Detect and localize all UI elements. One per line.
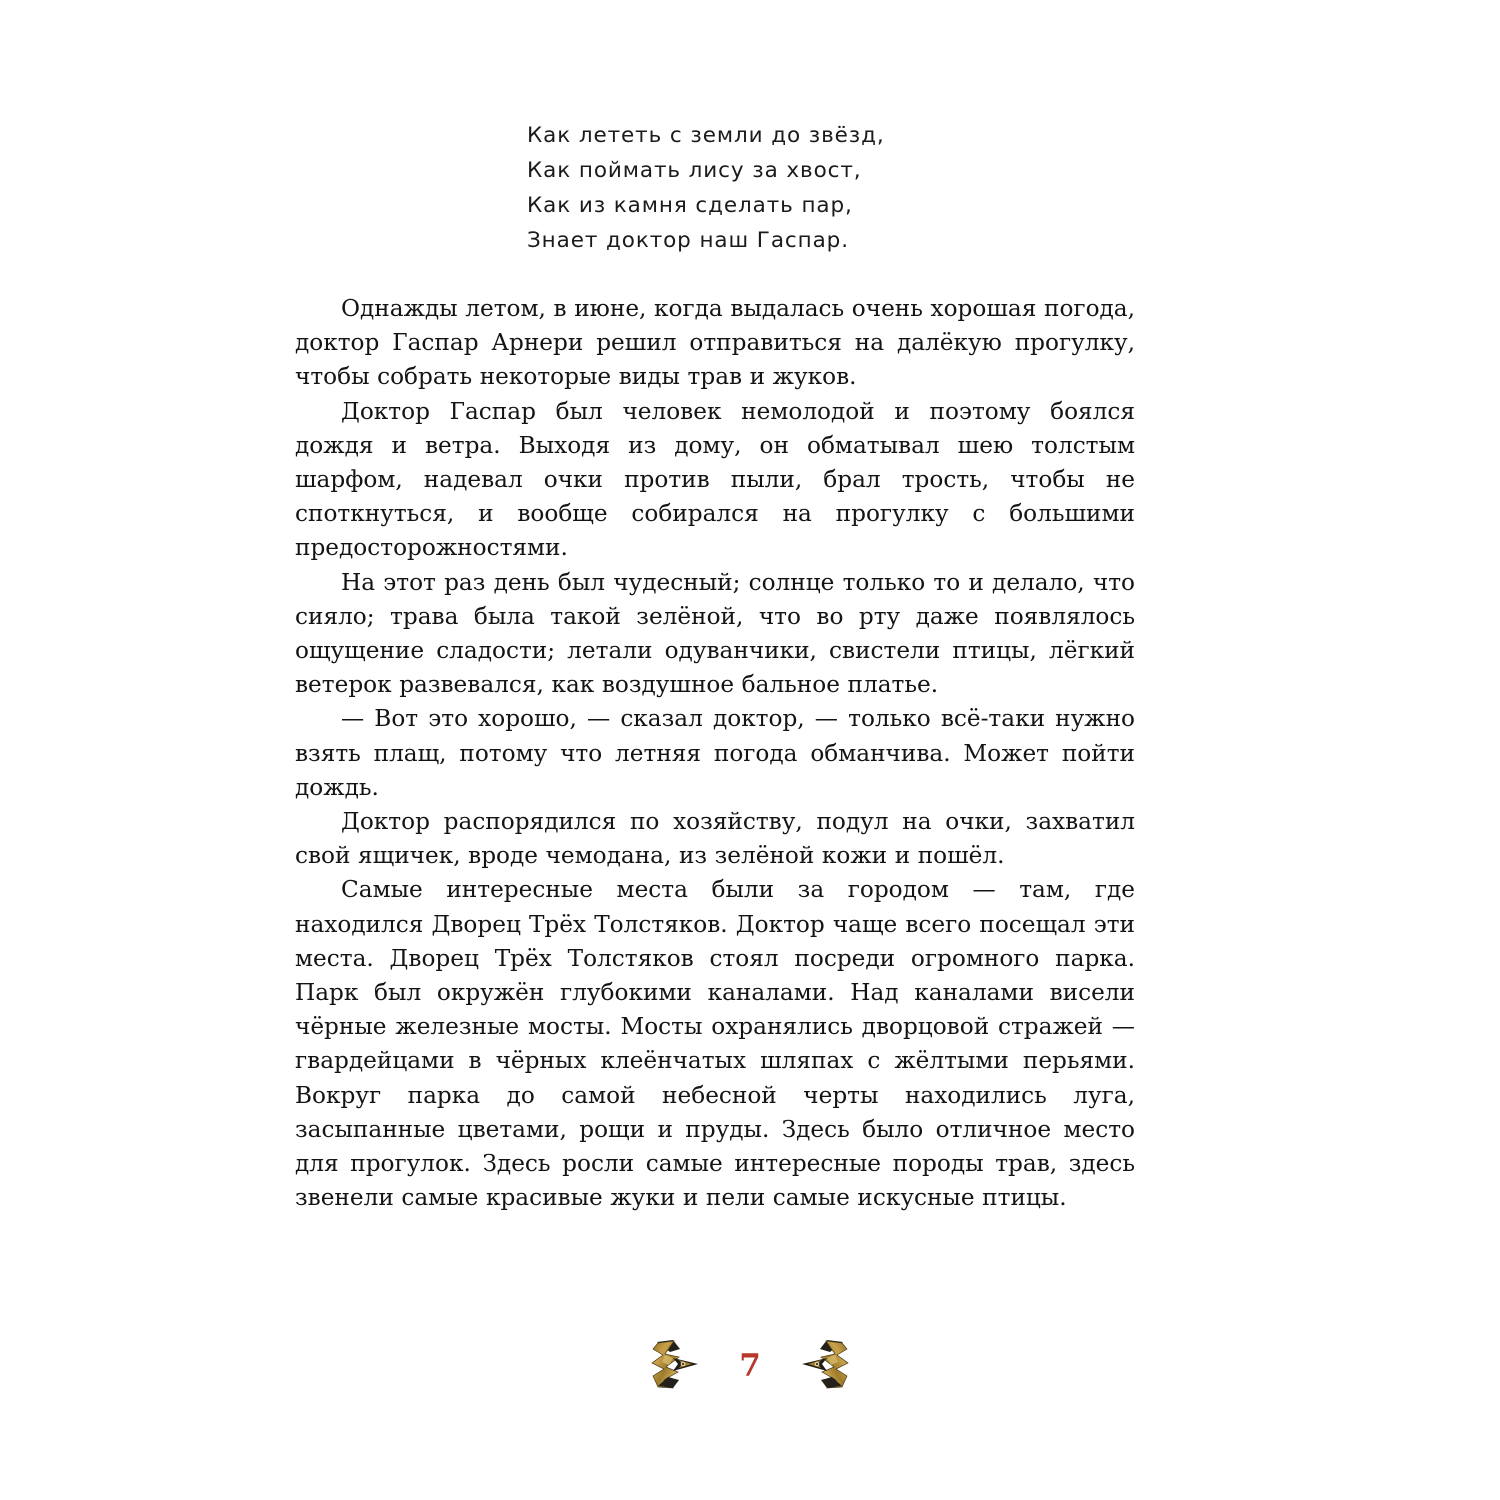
paragraph: — Вот это хорошо, — сказал доктор, — только всё-таки нужно взять плащ, потому что летняя погода обманчива. Может пойти дождь.: [295, 705, 1135, 801]
epigraph-line-4: Знает доктор наш Гаспар.: [527, 228, 849, 253]
zigzag-arrow-ornament-left-icon: [649, 1336, 709, 1394]
page-number: 7: [739, 1347, 761, 1384]
paragraph: На этот раз день был чудесный; солнце только то и делало, что сияло; трава была такой зелёной, что во рту даже появлялось ощущение сладости; летали одуванчики, свистели птицы, лёгкий ветерок развевался, как воздушное бальное платье.: [295, 568, 1135, 699]
epigraph-line-3: Как из камня сделать пар,: [527, 193, 853, 218]
paragraph: Самые интересные места были за городом — там, где находился Дворец Трёх Толстяков. Доктор чаще всего посещал эти места. Дворец Трёх Толстяков стоял посреди огромного парка. Парк был окружён глубокими каналами. Над каналами висели чёрные железные мосты. Мосты охранялись дворцовой стражей — гвардейцами в чёрных клеёнчатых шляпах с жёлтыми перьями. Вокруг парка до самой небесной черты находились луга, засыпанные цветами, рощи и пруды. Здесь было отличное место для прогулок. Здесь росли самые интересные породы трав, здесь звенели самые красивые жуки и пели самые искусные птицы.: [295, 876, 1135, 1212]
epigraph: [527, 118, 1087, 258]
zigzag-arrow-ornament-right-icon: [791, 1336, 851, 1394]
paragraph: Доктор Гаспар был человек немолодой и поэтому боялся дождя и ветра. Выходя из дому, он обматывал шею толстым шарфом, надевал очки против пыли, брал трость, чтобы не споткнуться, и вообще собирался на прогулку с большими предосторожностями.: [295, 397, 1135, 562]
epigraph-line-1: Как лететь с земли до звёзд,: [527, 123, 885, 148]
paragraph: Однажды летом, в июне, когда выдалась очень хорошая погода, доктор Гаспар Арнери решил отправиться на далёкую прогулку, чтобы собрать некоторые виды трав и жуков.: [295, 295, 1135, 391]
page-footer: [0, 1330, 1500, 1400]
epigraph-line-2: Как поймать лису за хвост,: [527, 158, 862, 183]
paragraph: Доктор распорядился по хозяйству, подул на очки, захватил свой ящичек, вроде чемодана, из зелёной кожи и пошёл.: [295, 808, 1135, 870]
body-text: [295, 292, 1135, 1215]
